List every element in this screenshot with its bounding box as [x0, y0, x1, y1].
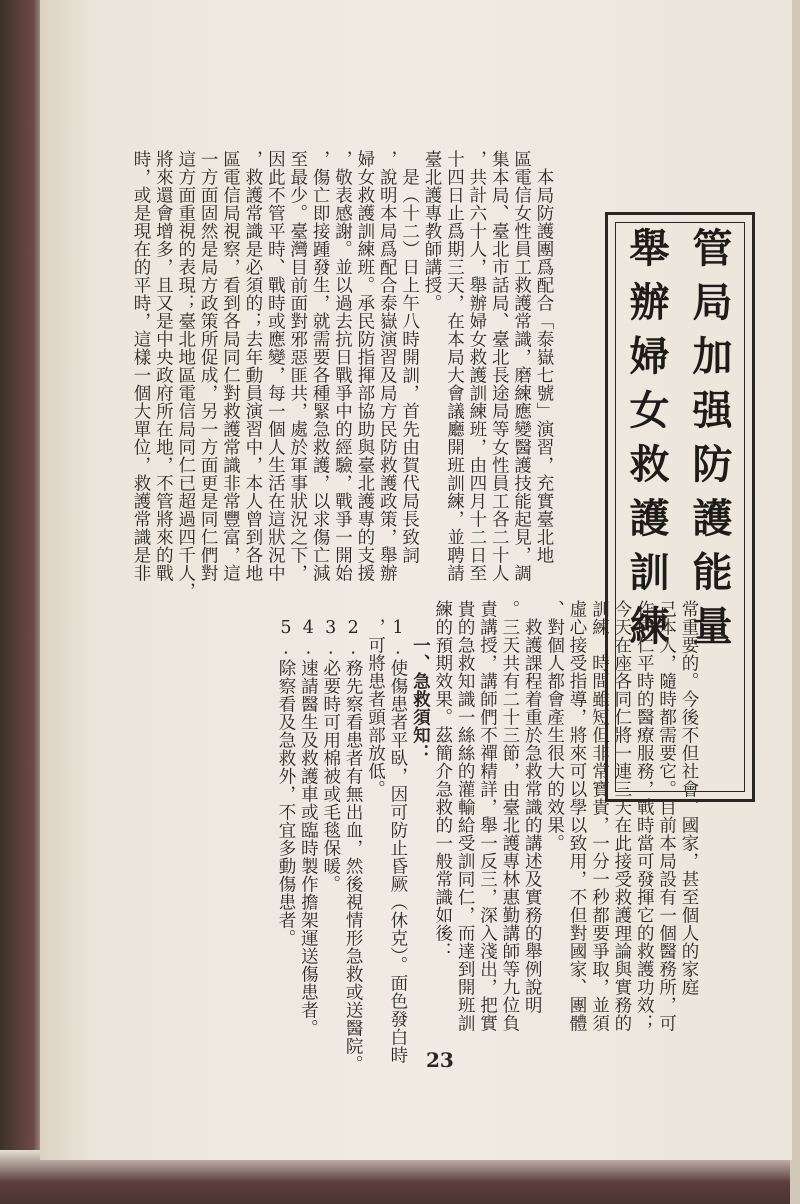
text-column: 一方面固然是局方政策所促成，另一方面更是同仁們對	[198, 150, 219, 582]
text-column: 十四日止爲期三天，在本局大會議廳開班訓練，並聘請	[444, 150, 465, 582]
title-line-2: 舉辦婦女救護訓練	[623, 227, 670, 659]
text-column: 。三天共有二十三節，由臺北護專林惠勤講師等九位負	[499, 600, 520, 1032]
text-column: 本局防護團爲配合「泰嶽七號」演習，充實臺北地	[534, 150, 554, 564]
text-column: ，說明本局爲配合泰嶽演習及局方民防救護政策，舉辦	[377, 150, 398, 582]
text-column: 、對個人都會產生很大的效果。	[544, 600, 565, 852]
text-column: 作同仁平時的醫療服務，戰時當可發揮它的救護功效；	[634, 600, 655, 1032]
text-column: 集本局、臺北市話局、臺北長途局等女性員工各二十人	[489, 150, 510, 582]
list-item: 2.務先察看患者有無出血，然後視情形急救或送醫院。	[343, 600, 364, 1073]
text-column: 臺北護專教師講授。	[422, 150, 443, 312]
text-column: ，共計六十人，舉辦婦女救護訓練班，由四月十二日至	[466, 150, 487, 582]
text-column: 時，或是現在的平時，這樣一個大單位，救護常識是非	[130, 150, 151, 582]
text-column: 婦女救護訓練班。承民防指揮部協助與臺北護專的支援	[354, 150, 375, 582]
text-column: 虛心接受指導，將來可以學以致用，不但對國家、團體	[567, 600, 588, 1032]
text-column: ，傷亡即接踵發生，就需要各種緊急救護，以求傷亡減	[310, 150, 331, 582]
text-column: 救護課程着重於急救常識的講述及實務的舉例說明	[522, 600, 543, 1014]
text-column: 練的預期效果。茲簡介急救的一般常識如後：	[432, 600, 453, 960]
text-column: 區電信局視察，看到各局同仁對救護常識非常豐富，這	[220, 150, 241, 582]
text-column: 至最少。臺灣目前面對邪惡匪共，處於軍事狀況之下，	[287, 150, 308, 582]
body-text-top	[130, 150, 555, 600]
text-column: 今天在座各同仁將一連三天在此接受救護理論與實務的	[611, 600, 632, 1032]
text-column: 將來還會增多，且又是中央政府所在地，不管將來的戰	[153, 150, 174, 582]
text-column: 因此不管平時、戰時或應變，每一個人生活在這狀況中	[265, 150, 286, 582]
text-column: 訓練，時間雖短但非常寶貴，一分一秒都要爭取，並須	[589, 600, 610, 1032]
text-column: 是（十二）日上午八時開訓，首先由賀代局長致詞	[399, 150, 420, 564]
list-item: 4.速請醫生及救護車或臨時製作擔架運送傷患者。	[298, 600, 319, 1037]
text-column: ，救護常識是必須的；去年動員演習中，本人曾到各地	[242, 150, 263, 582]
title-line-1: 管局加强防護能量	[686, 227, 733, 659]
text-column: 己本人，隨時都需要它。目前本局設有一個醫務所，可	[656, 600, 677, 1032]
text-column: 這方面重視的表現；臺北地區電信局同仁已超過四千人，	[175, 150, 196, 600]
text-column: 區電信女性員工救護常識，磨練應變醫護技能起見，調	[511, 150, 532, 582]
text-column: 常重要的。今後不但社會、國家，甚至個人的家庭	[679, 600, 699, 996]
list-item: ，可將患者頭部放低。	[365, 600, 386, 798]
list-item: 5.除察看及急救外，不宜多動傷患者。	[275, 600, 296, 947]
page-number: 23	[426, 1048, 454, 1072]
text-column: 責講授，講師們不禪精詳，舉一反三，深入淺出，把實	[477, 600, 498, 1032]
text-column: ，敬表感謝。並以過去抗日戰爭中的經驗，戰爭一開始	[332, 150, 353, 582]
list-item: 1.使傷患者平臥，因可防止昏厥（休克）。面色發白時	[387, 600, 408, 1065]
list-item: 3.必要時可用棉被或毛毯保暖。	[320, 600, 341, 893]
section-heading: 一、急救須知：	[410, 600, 431, 762]
text-column: 貴的急救知識一絲絲的灌輸給受訓同仁，而達到開班訓	[455, 600, 476, 1032]
